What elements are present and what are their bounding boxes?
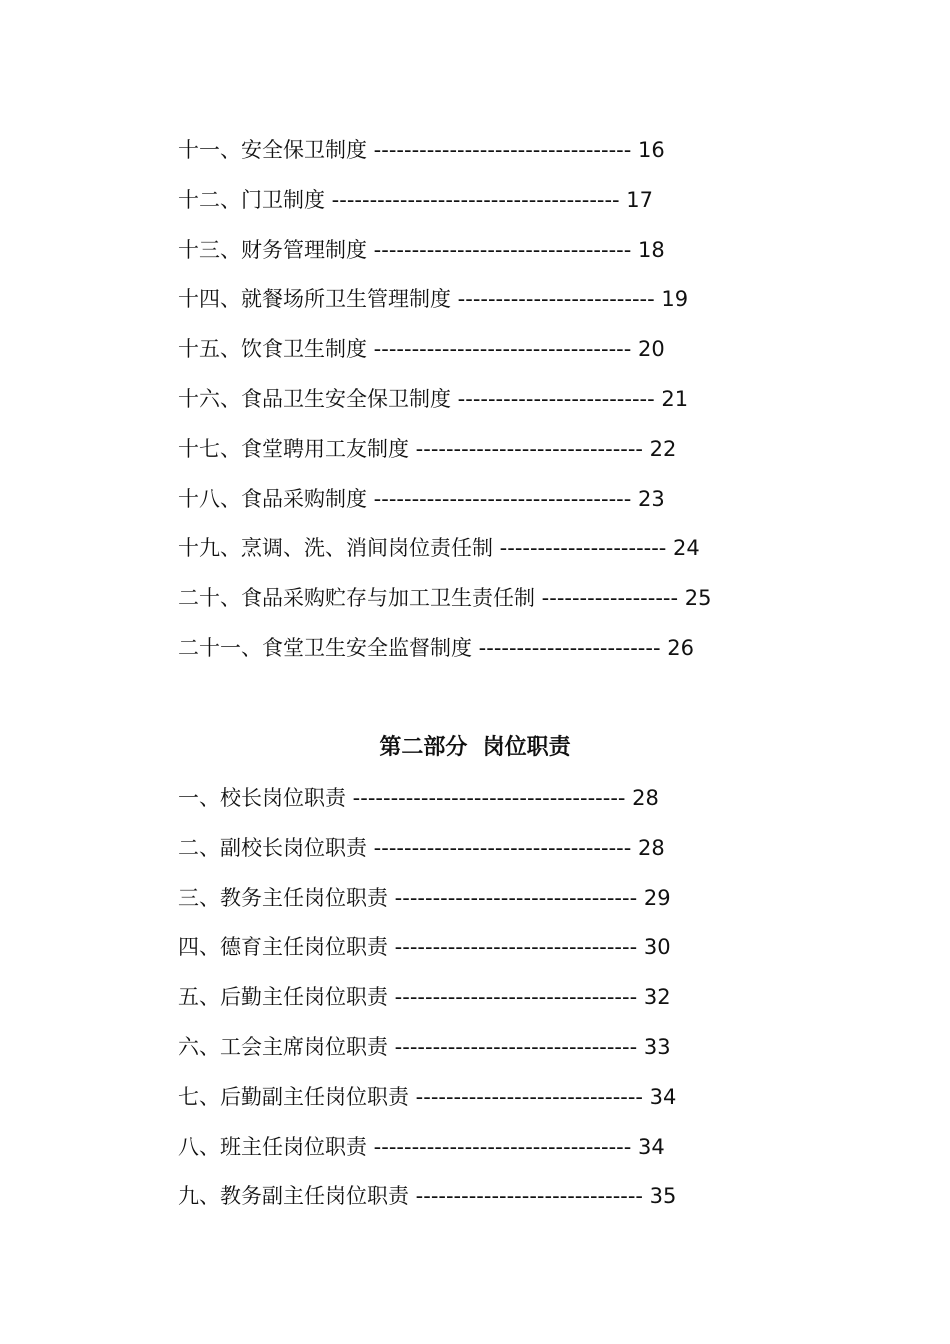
toc-entry: 四、德育主任岗位职责 -------------------------------- 30 [178,935,671,960]
toc-entry: 二、副校长岗位职责 ---------------------------------- 28 [178,835,665,860]
toc-entry: 七、后勤副主任岗位职责 ------------------------------ 34 [178,1084,677,1109]
toc-entry: 五、后勤主任岗位职责 -------------------------------- 32 [178,985,671,1010]
toc-entry: 六、工会主席岗位职责 -------------------------------- 33 [178,1034,671,1059]
toc-entry: 二十、食品采购贮存与加工卫生责任制 ------------------ 25 [178,586,712,611]
toc-entry: 十六、食品卫生安全保卫制度 -------------------------- 21 [178,386,689,411]
toc-entry: 十一、安全保卫制度 ---------------------------------- 16 [178,138,665,162]
toc-entry: 三、教务主任岗位职责 -------------------------------- 29 [178,885,671,910]
toc-entry: 一、校长岗位职责 ------------------------------------ 28 [178,786,659,810]
toc-part2-list [178,779,818,1227]
toc-entry: 八、班主任岗位职责 ---------------------------------- 34 [178,1134,665,1159]
toc-entry: 二十一、食堂卫生安全监督制度 ------------------------ 26 [178,635,694,660]
toc-entry: 十四、就餐场所卫生管理制度 -------------------------- 19 [178,287,689,312]
toc-entry: 九、教务副主任岗位职责 ------------------------------ 35 [178,1184,677,1209]
toc-part1-list [178,131,818,679]
toc-entry: 十五、饮食卫生制度 ---------------------------------- 20 [178,337,665,362]
toc-entry: 十二、门卫制度 -------------------------------------- 17 [178,187,654,212]
toc-entry: 十七、食堂聘用工友制度 ------------------------------ 22 [178,436,677,461]
toc-entry: 十三、财务管理制度 ---------------------------------- 18 [178,237,665,262]
toc-entry: 十九、烹调、洗、消间岗位责任制 ---------------------- 24 [178,536,700,561]
toc-entry: 十八、食品采购制度 ---------------------------------- 23 [178,486,665,511]
section-heading-part2: 第二部分 岗位职责 [379,735,571,760]
